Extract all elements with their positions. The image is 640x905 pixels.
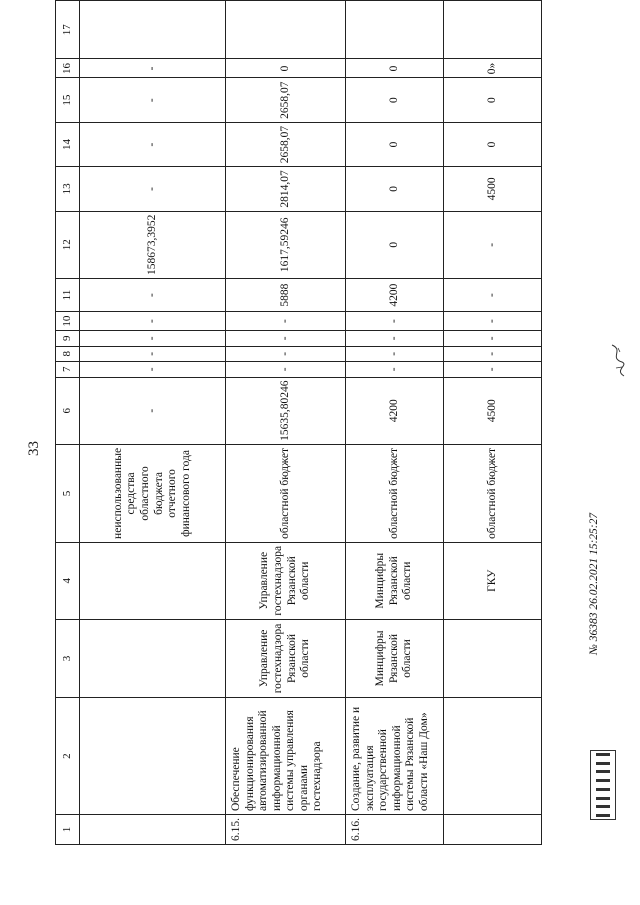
cell (80, 815, 226, 845)
cell: 5888 (226, 278, 346, 311)
cell (80, 1, 226, 59)
cell: 0 (444, 78, 542, 122)
cell: 0» (444, 59, 542, 78)
signature-mark (604, 340, 634, 380)
col-header: 13 (56, 167, 80, 211)
barcode-icon (590, 750, 616, 820)
col-header: 10 (56, 312, 80, 331)
col-header: 11 (56, 278, 80, 311)
cell: 0 (346, 78, 444, 122)
cell (444, 1, 542, 59)
cell (444, 698, 542, 815)
cell: Создание, развитие и эксплуатация государственной информационной системы Рязанской области «Наш Дом» (346, 698, 444, 815)
cell: областной бюджет (444, 444, 542, 542)
cell: - (80, 59, 226, 78)
cell: 4500 (444, 377, 542, 444)
cell: - (444, 278, 542, 311)
cell: - (444, 312, 542, 331)
registration-stamp: № 36383 26.02.2021 15:25:27 (588, 512, 600, 655)
cell: 2658,07 (226, 78, 346, 122)
cell: - (80, 377, 226, 444)
cell: 2658,07 (226, 122, 346, 166)
cell: областной бюджет (346, 444, 444, 542)
cell: 0 (346, 122, 444, 166)
col-header: 9 (56, 331, 80, 347)
col-header: 17 (56, 1, 80, 59)
cell: 6.15. (226, 815, 346, 845)
cell: - (226, 346, 346, 362)
cell: - (80, 346, 226, 362)
col-header: 7 (56, 362, 80, 378)
col-header: 1 (56, 815, 80, 845)
cell: - (80, 78, 226, 122)
col-header: 15 (56, 78, 80, 122)
col-header: 16 (56, 59, 80, 78)
cell: - (80, 312, 226, 331)
col-header: 2 (56, 698, 80, 815)
cell: 0 (346, 167, 444, 211)
budget-table (55, 0, 542, 845)
col-header: 8 (56, 346, 80, 362)
cell: - (80, 167, 226, 211)
col-header: 14 (56, 122, 80, 166)
cell: 15635,80246 (226, 377, 346, 444)
col-header: 6 (56, 377, 80, 444)
cell: - (444, 331, 542, 347)
cell: Минцифры Рязанской области (346, 619, 444, 698)
cell: 6.16. (346, 815, 444, 845)
cell: - (346, 362, 444, 378)
cell (346, 1, 444, 59)
cell: - (80, 331, 226, 347)
cell: 4200 (346, 278, 444, 311)
col-header: 12 (56, 211, 80, 278)
col-header: 5 (56, 444, 80, 542)
cell (444, 815, 542, 845)
cell (80, 698, 226, 815)
cell (444, 619, 542, 698)
cell: 0 (444, 122, 542, 166)
cell: 4200 (346, 377, 444, 444)
table-row (444, 1, 542, 845)
cell (226, 1, 346, 59)
cell: - (226, 362, 346, 378)
cell: 2814,07 (226, 167, 346, 211)
cell: 0 (346, 211, 444, 278)
table-row (80, 1, 226, 845)
cell: неиспользованные средства областного бюджета отчетного финансового года (80, 444, 226, 542)
cell: 0 (346, 59, 444, 78)
col-header: 4 (56, 542, 80, 619)
header-row (56, 1, 80, 845)
table-row (346, 1, 444, 845)
cell: ГКУ (444, 542, 542, 619)
cell: Обеспечение функционирования автоматизированной информационной системы управления органами гостехнадзора (226, 698, 346, 815)
cell: - (346, 312, 444, 331)
cell: - (80, 122, 226, 166)
cell (80, 619, 226, 698)
cell: 158673,3952 (80, 211, 226, 278)
table-row (226, 1, 346, 845)
cell: - (346, 346, 444, 362)
cell: областной бюджет (226, 444, 346, 542)
cell: - (226, 312, 346, 331)
cell: 0 (226, 59, 346, 78)
cell: - (444, 346, 542, 362)
cell: Управление гостехнадзора Рязанской области (226, 619, 346, 698)
cell: - (444, 211, 542, 278)
cell: 1617,59246 (226, 211, 346, 278)
cell: - (346, 331, 444, 347)
cell: - (444, 362, 542, 378)
cell: Управление гостехнадзора Рязанской области (226, 542, 346, 619)
cell: - (80, 278, 226, 311)
cell: - (226, 331, 346, 347)
page-number: 33 (26, 441, 42, 456)
col-header: 3 (56, 619, 80, 698)
cell (80, 542, 226, 619)
cell: 4500 (444, 167, 542, 211)
cell: - (80, 362, 226, 378)
cell: Минцифры Рязанской области (346, 542, 444, 619)
